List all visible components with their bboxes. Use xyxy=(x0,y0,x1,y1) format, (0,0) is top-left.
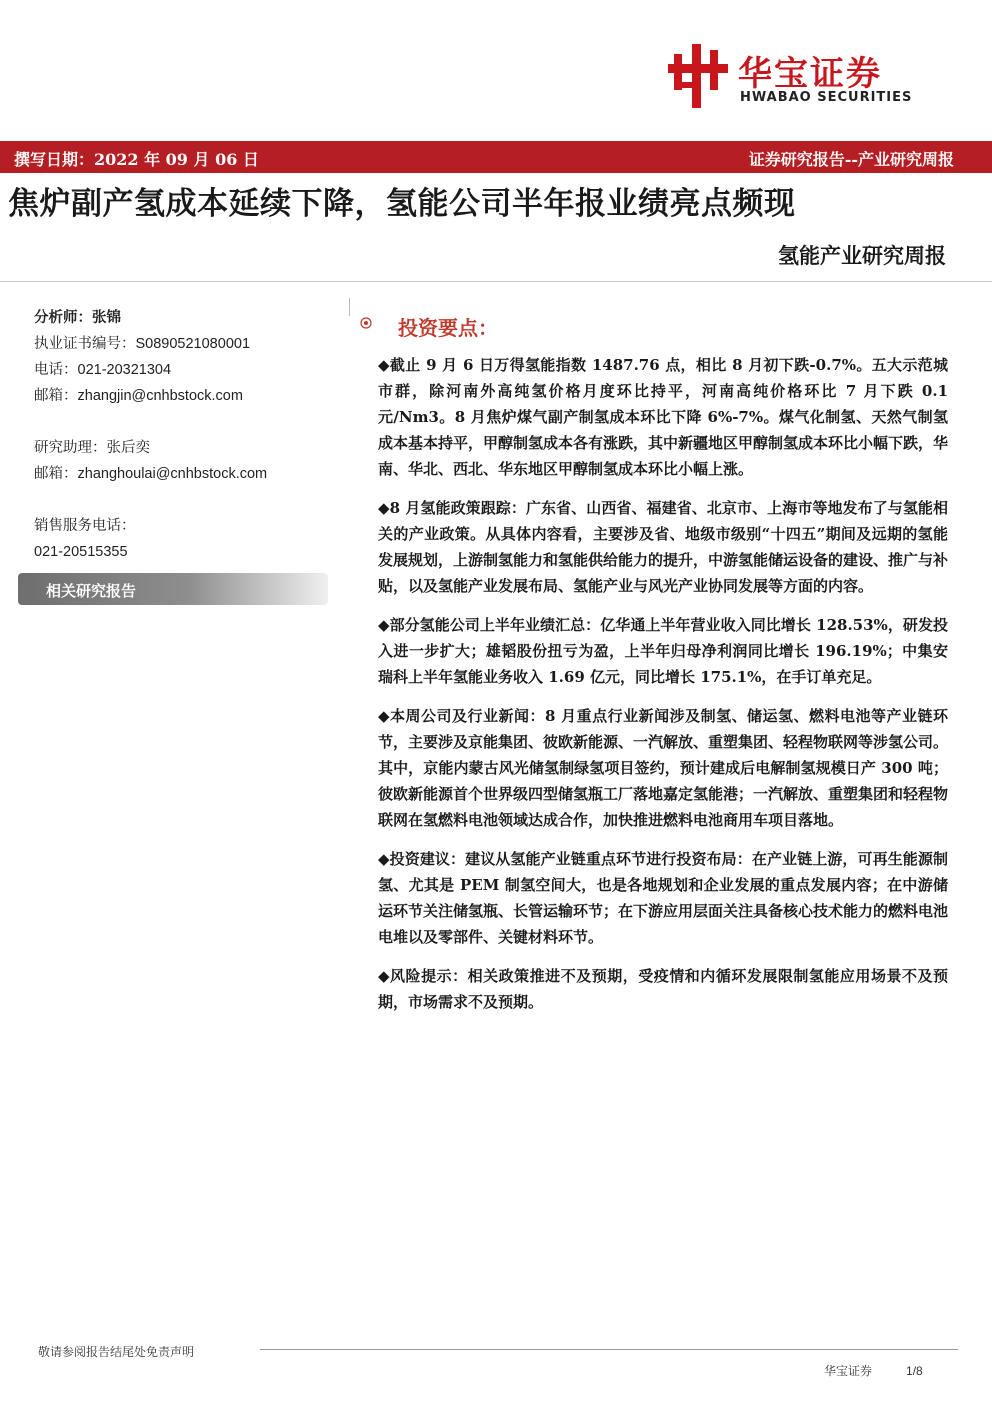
company-logo xyxy=(668,44,958,110)
footer-brand-page xyxy=(824,1362,923,1379)
footer-brand: 华宝证券 xyxy=(824,1364,873,1378)
analyst-info xyxy=(34,305,334,565)
email-row xyxy=(34,383,334,409)
column-separator xyxy=(349,298,350,316)
cert-label: 执业证书编号： xyxy=(34,336,136,352)
target-bullet-icon xyxy=(360,317,372,329)
logo-chinese-name: 华宝证券 xyxy=(738,54,882,94)
report-info-bar xyxy=(0,141,992,173)
key-point-paragraph: ◆8 月氢能政策跟踪：广东省、山西省、福建省、北京市、上海市等地发布了与氢能相关的产业政策。从具体内容看，主要涉及省、地级市级别“十四五”期间及远期的氢能发展规划，上游制氢能力和氢能供给能力的提升，中游氢能储运设备的建设、推广与补贴，以及氢能产业发展布局、氢能产业与风光产业协同发展等方面的内容。 xyxy=(378,499,949,595)
email-address: zhangjin@cnhbstock.com xyxy=(77,388,243,404)
report-type: 证券研究报告--产业研究周报 xyxy=(748,150,954,169)
report-title: 焦炉副产氢成本延续下降，氢能公司半年报业绩亮点频现 xyxy=(8,186,796,222)
assistant-name: 研究助理：张后奕 xyxy=(34,440,150,456)
report-subtitle: 氢能产业研究周报 xyxy=(778,243,946,268)
assistant-email-label: 邮箱： xyxy=(34,466,78,482)
cert-row xyxy=(34,331,334,357)
related-reports-label: 相关研究报告 xyxy=(46,582,137,600)
key-point-paragraph: ◆部分氢能公司上半年业绩汇总：亿华通上半年营业收入同比增长 128.53%，研发投入进一步扩大；雄韬股份扭亏为盈，上半年归母净利润同比增长 196.19%；中集安瑞科上半年氢能业务收入 1.69 亿元，同比增长 175.1%，在手订单充足。 xyxy=(378,616,948,686)
key-point-paragraph: ◆投资建议：建议从氢能产业链重点环节进行投资布局：在产业链上游，可再生能源制氢、尤其是 PEM 制氢空间大，也是各地规划和企业发展的重点发展内容；在中游储运环节关注储氢瓶、长管运输环节；在下游应用层面关注具备核心技术能力的燃料电池电堆以及零部件、关键材料环节。 xyxy=(378,850,949,946)
email-label: 邮箱： xyxy=(34,388,78,404)
sales-phone: 021-20515355 xyxy=(34,544,128,560)
report-date: 撰写日期：2022 年 09 月 06 日 xyxy=(14,150,259,169)
logo-english-name: HWABAO SECURITIES xyxy=(740,90,913,105)
key-points-body xyxy=(378,352,948,1028)
sales-label: 销售服务电话： xyxy=(34,518,136,534)
cert-number: S0890521080001 xyxy=(135,336,251,352)
related-reports-header xyxy=(18,573,328,605)
analyst-name: 分析师：张锦 xyxy=(34,309,121,326)
assistant-email-row xyxy=(34,461,334,487)
header-divider xyxy=(0,281,992,282)
key-point-paragraph: ◆风险提示：相关政策推进不及预期，受疫情和内循环发展限制氢能应用场景不及预期，市场需求不及预期。 xyxy=(378,967,948,1011)
page-number: 1/8 xyxy=(906,1364,923,1378)
phone-label: 电话： xyxy=(34,362,78,378)
key-points-title: 投资要点： xyxy=(398,316,498,340)
phone-row xyxy=(34,357,334,383)
assistant-email: zhanghoulai@cnhbstock.com xyxy=(77,466,268,482)
disclaimer-note: 敬请参阅报告结尾处免责声明 xyxy=(38,1343,200,1360)
key-point-paragraph: ◆本周公司及行业新闻：8 月重点行业新闻涉及制氢、储运氢、燃料电池等产业链环节，主要涉及京能集团、彼欧新能源、一汽解放、重塑集团、轻程物联网等涉氢公司。其中，京能内蒙古风光储氢制绿氢项目签约，预计建成后电解制氢规模日产 300 吨；彼欧新能源首个世界级四型储氢瓶工厂落地嘉定氢能港；一汽解放、重塑集团和轻程物联网在氢燃料电池领域达成合作，加快推进燃料电池商用车项目落地。 xyxy=(378,707,949,829)
phone-number: 021-20321304 xyxy=(77,362,172,378)
hwabao-logo-icon xyxy=(668,44,728,108)
key-point-paragraph: ◆截止 9 月 6 日万得氢能指数 1487.76 点，相比 8 月初下跌-0.7%。五大示范城市群，除河南外高纯氢价格月度环比持平，河南高纯价格环比 7 月下跌 0.1 元/Nm3。8 月焦炉煤气副产制氢成本环比下降 6%-7%。煤气化制氢、天然气制氢成本基本持平，甲醇制氢成本各有涨跌，其中新疆地区甲醇制氢成本环比小幅下跌，华南、华北、西北、华东地区甲醇制氢成本环比小幅上涨。 xyxy=(378,356,949,478)
footer-divider xyxy=(260,1349,958,1350)
